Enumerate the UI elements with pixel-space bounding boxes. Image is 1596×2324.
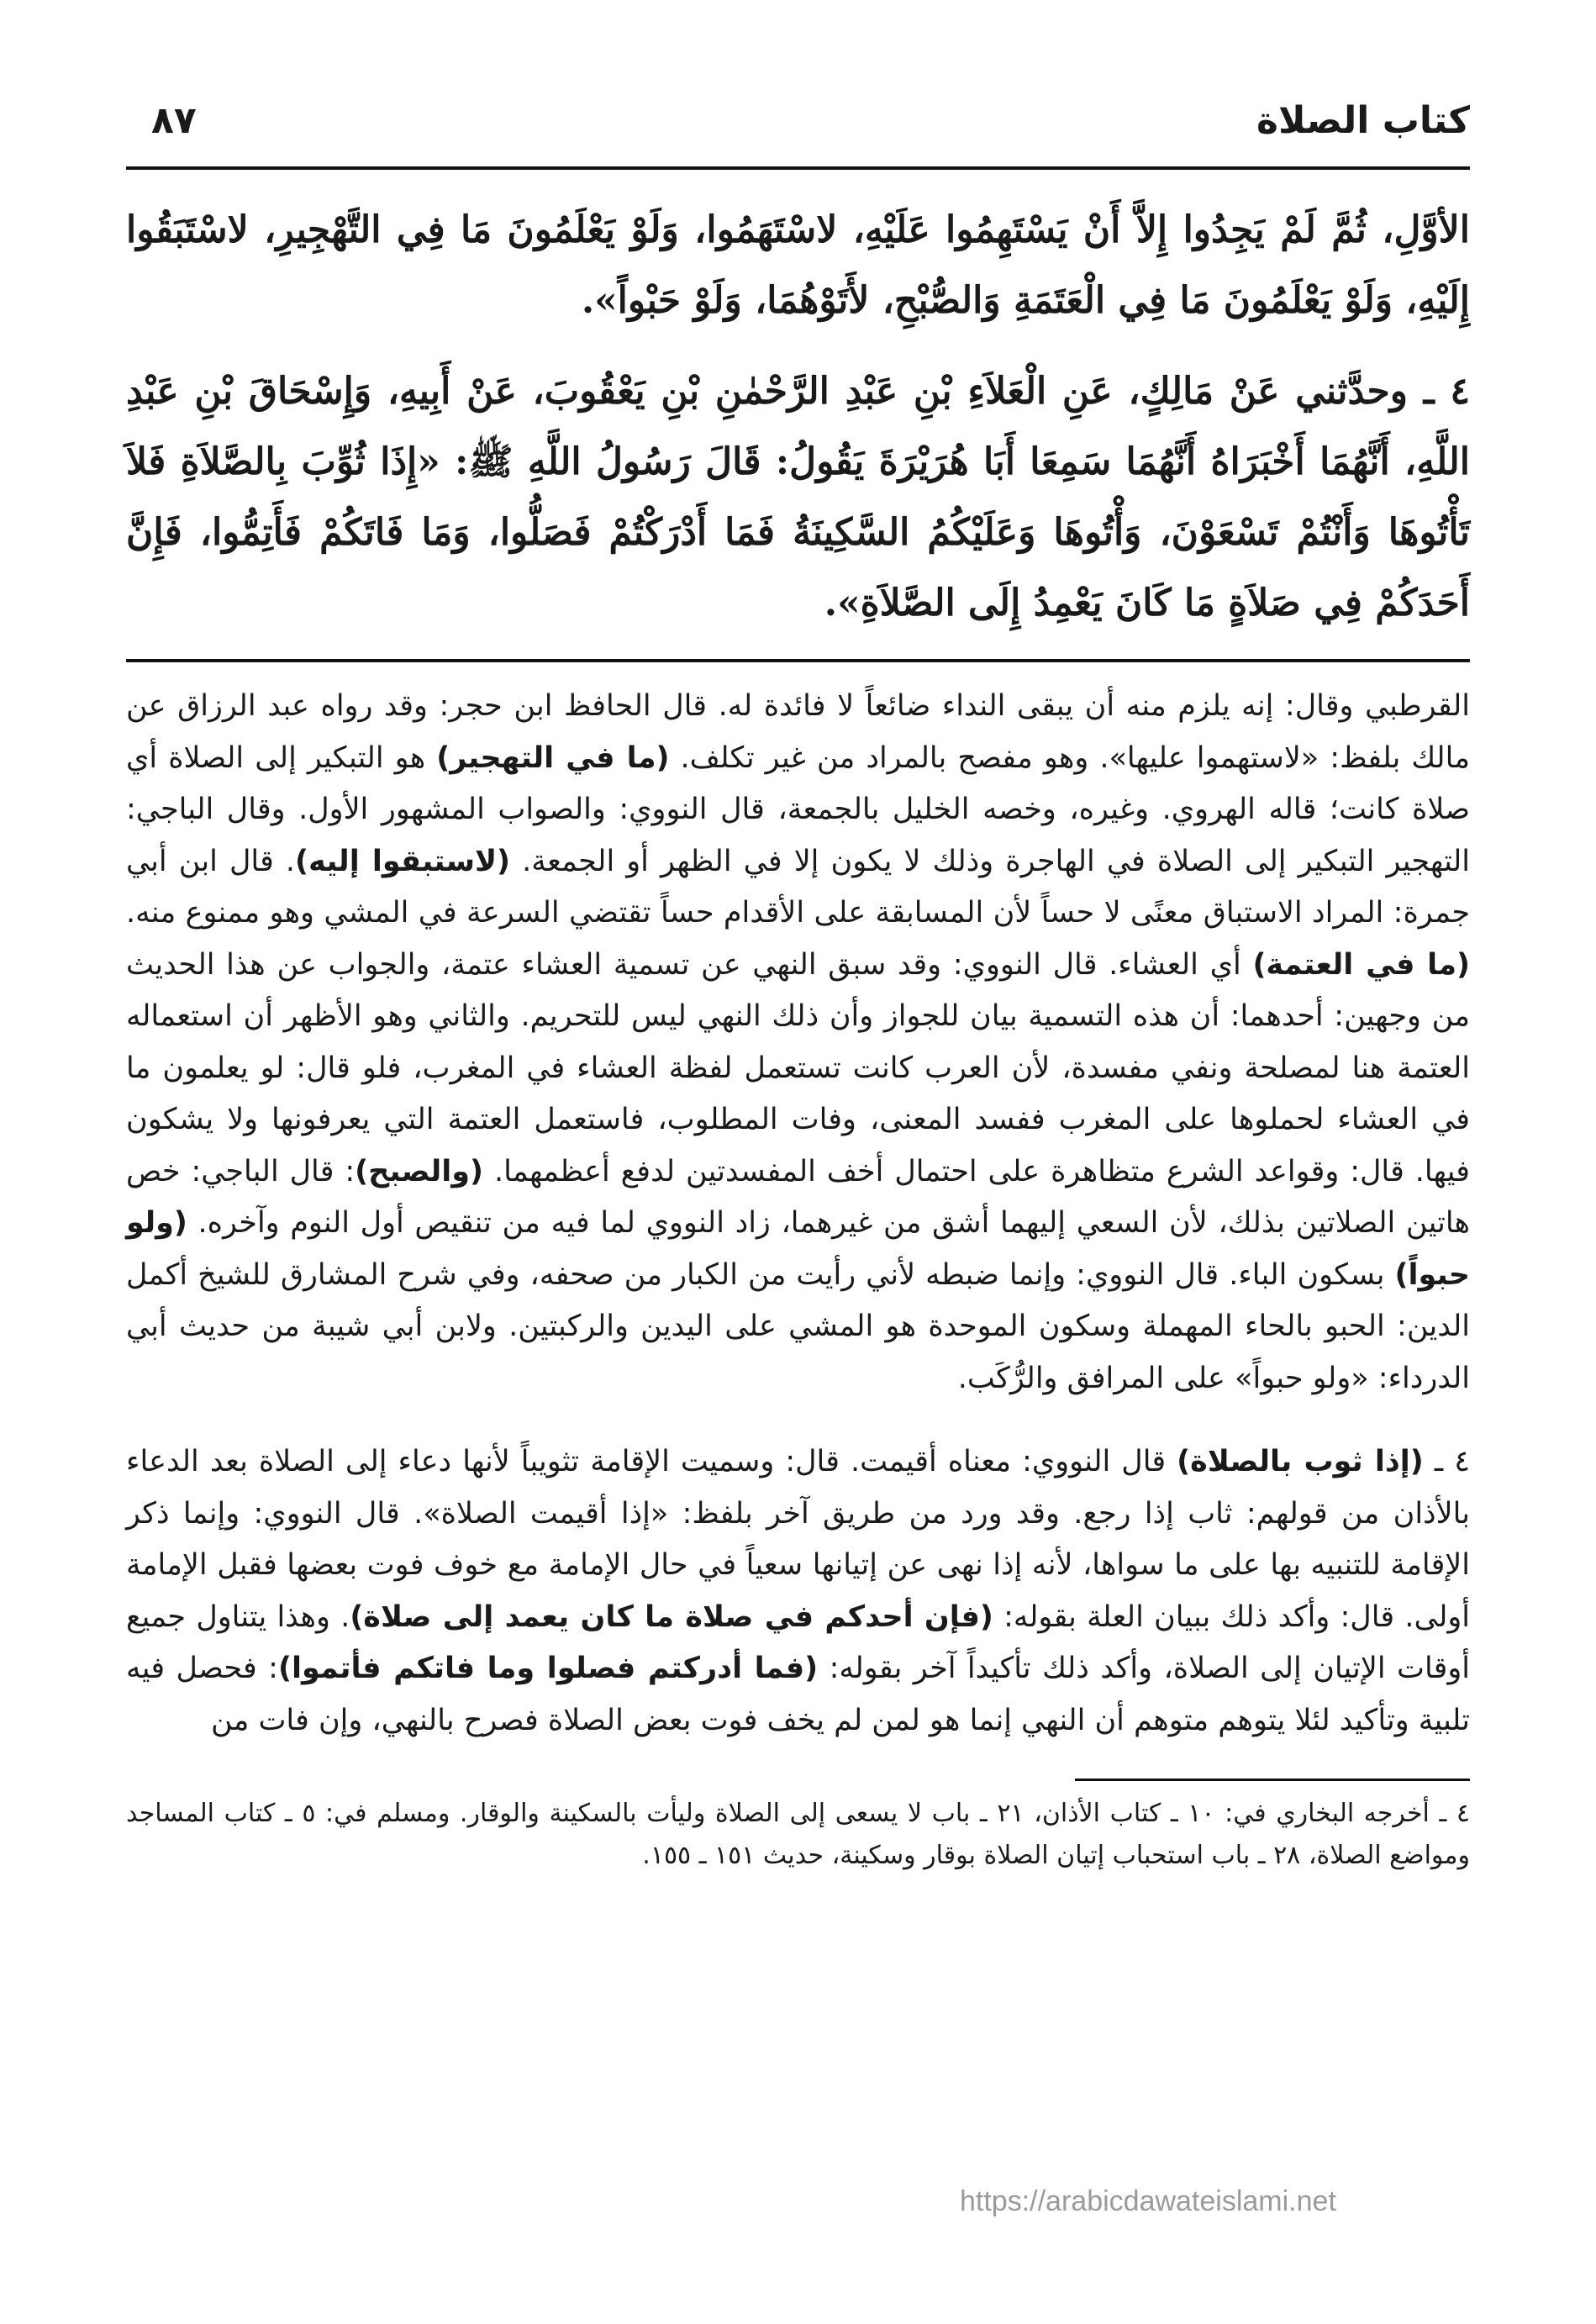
commentary-keyword: (فإن أحدكم في صلاة ما كان يعمد إلى صلاة) <box>350 1599 993 1634</box>
hadith-4 <box>126 356 1470 639</box>
hadith-body: عَنْ مَالِكٍ، عَنِ الْعَلاَءِ بْنِ عَبْدِ الرَّحْمٰنِ بْنِ يَعْقُوبَ، عَنْ أَبِيهِ، وَإِسْحَاقَ بْنِ عَبْدِ اللَّهِ، أَنَّهُمَا أَخْبَرَاهُ أَنَّهُمَا سَمِعَا أَبَا هُرَيْرَةَ يَقُولُ: قَالَ رَسُولُ اللَّهِ ﷺ: «إِذَا ثُوِّبَ بِالصَّلاَةِ فَلاَ تَأْتُوهَا وَأَنْتُمْ تَسْعَوْنَ، وَأْتُوهَا وَعَلَيْكُمُ السَّكِينَةُ فَمَا أَدْرَكْتُمْ فَصَلُّوا، وَمَا فَاتَكُمْ فَأَتِمُّوا، فَإِنَّ أَحَدَكُمْ فِي صَلاَةٍ مَا كَانَ يَعْمِدُ إِلَى الصَّلاَةِ». <box>126 370 1470 624</box>
page-header <box>126 92 1470 170</box>
hadith-lead-word: وحدَّثني <box>1295 370 1408 413</box>
commentary-keyword: (ما في العتمة) <box>1252 947 1470 982</box>
commentary-text: قال النووي: معناه أقيمت. قال: وسميت الإقامة تثويباً لأنها دعاء إلى الصلاة بعد الدعاء بالأذان من قولهم: ثاب إذا رجع. وقد ورد من طريق آخر بلفظ: «إذا أقيمت الصلاة». قال النووي: وإنما ذكر الإقامة للتنبيه بها على ما سواها، لأنه إذا نهى عن إتيانها سعياً في حال الإمامة مع خوف فوت بعضها فقبل الإمامة أولى. قال: وأكد ذلك ببيان العلة بقوله: <box>126 1445 1470 1634</box>
footnote-divider <box>1075 1779 1470 1781</box>
header-rule <box>126 166 1470 170</box>
commentary-text: : قال الباجي: خص هاتين الصلاتين بذلك، لأن السعي إليهما أشق من غيرهما، زاد النووي لما فيه من تنقيص أول النوم وآخره. <box>126 1154 1470 1240</box>
hadith-text <box>126 195 1470 639</box>
running-title: كتاب الصلاة <box>1256 99 1470 142</box>
book-page <box>126 92 1470 2274</box>
commentary-text: بسكون الباء. قال النووي: وإنما ضبطه لأني رأيت من الكبار من صحفه، وفي شرح المشارق للشيخ أكمل الدين: الحبو بالحاء المهملة وسكون الموحدة هو المشي على اليدين والركبتين. ولابن أبي شيبة من حديث أبي الدرداء: «ولو حبواً» على المرافق والرُّكَب. <box>126 1257 1470 1395</box>
section-divider <box>126 659 1470 662</box>
page-number: ٨٧ <box>151 99 197 142</box>
commentary-keyword: (لاستبقوا إليه) <box>295 844 511 878</box>
commentary-keyword: (ولو حبواً) <box>126 1206 1470 1292</box>
commentary-number: ٤ ـ <box>1423 1445 1470 1478</box>
hadith-number: ٤ ـ <box>1423 370 1470 413</box>
commentary-paragraph <box>126 1436 1470 1747</box>
commentary <box>126 681 1470 1747</box>
commentary-paragraph <box>126 681 1470 1404</box>
commentary-keyword: (ما في التهجير) <box>436 740 670 775</box>
commentary-keyword: (إذا ثوب بالصلاة) <box>1177 1445 1424 1478</box>
footnote-text: ٤ ـ أخرجه البخاري في: ١٠ ـ كتاب الأذان، ٢١ ـ باب لا يسعى إلى الصلاة وليأت بالسكينة والوقار. ومسلم في: ٥ ـ كتاب المساجد ومواضع الصلاة، ٢٨ ـ باب استحباب إتيان الصلاة بوقار وسكينة، حديث ١٥١ ـ ١٥٥. <box>126 1799 1470 1870</box>
commentary-text: هو التبكير إلى الصلاة أي صلاة كانت؛ قاله الهروي. وغيره، وخصه الخليل بالجمعة، قال النووي: والصواب المشهور الأول. وقال الباجي: التهجير التبكير إلى الصلاة في الهاجرة وذلك لا يكون إلا في الظهر أو الجمعة. <box>126 740 1471 878</box>
commentary-keyword: (والصبح) <box>355 1154 484 1188</box>
hadith-continuation: الأوَّلِ، ثُمَّ لَمْ يَجِدُوا إِلاَّ أَنْ يَسْتَهِمُوا عَلَيْهِ، لاسْتَهَمُوا، وَلَوْ يَعْلَمُونَ مَا فِي التَّهْجِيرِ، لاسْتَبَقُوا إِلَيْهِ، وَلَوْ يَعْلَمُونَ مَا فِي الْعَتَمَةِ وَالصُّبْحِ، لأَتَوْهُمَا، وَلَوْ حَبْواً». <box>126 208 1470 322</box>
footnote <box>126 1793 1470 1877</box>
commentary-text: . قال ابن أبي جمرة: المراد الاستباق معنًى لا حساً لأن المسابقة على الأقدام حساً تقتضي السرعة في المشي وهو ممنوع منه. <box>126 844 1470 930</box>
commentary-text: . وهذا يتناول جميع أوقات الإتيان إلى الصلاة، وأكد ذلك تأكيداً آخر بقوله: <box>126 1599 1470 1685</box>
commentary-text: : فحصل فيه تلبية وتأكيد لئلا يتوهم متوهم أن النهي إنما هو لمن لم يخف فوت بعض الصلاة فصرح بالنهي، وإن فات من <box>126 1652 1470 1737</box>
commentary-text: القرطبي وقال: إنه يلزم منه أن يبقى النداء ضائعاً لا فائدة له. قال الحافظ ابن حجر: وقد رواه عبد الرزاق عن مالك بلفظ: «لاستهموا عليها». وهو مفصح بالمراد من غير تكلف. <box>126 689 1470 775</box>
commentary-text: أي العشاء. قال النووي: وقد سبق النهي عن تسمية العشاء عتمة، والجواب عن هذا الحديث من وجهين: أحدهما: أن هذه التسمية بيان للجواز وأن ذلك النهي ليس للتحريم. والثاني وهو الأظهر أن استعماله العتمة هنا لمصلحة ونفي مفسدة، لأن العرب كانت تستعمل لفظة العشاء في المغرب، فلو قال: لو يعلمون ما في العشاء لحملوها على المغرب ففسد المعنى، وفات المطلوب، فاستعمل العتمة التي يعرفونها ولا يشكون فيها. قال: وقواعد الشرع متظاهرة على احتمال أخف المفسدتين لدفع أعظمهما. <box>126 947 1470 1188</box>
watermark-url: https://arabicdawateislami.net <box>960 2185 1336 2217</box>
commentary-keyword: (فما أدركتم فصلوا وما فاتكم فأتموا) <box>277 1652 819 1685</box>
